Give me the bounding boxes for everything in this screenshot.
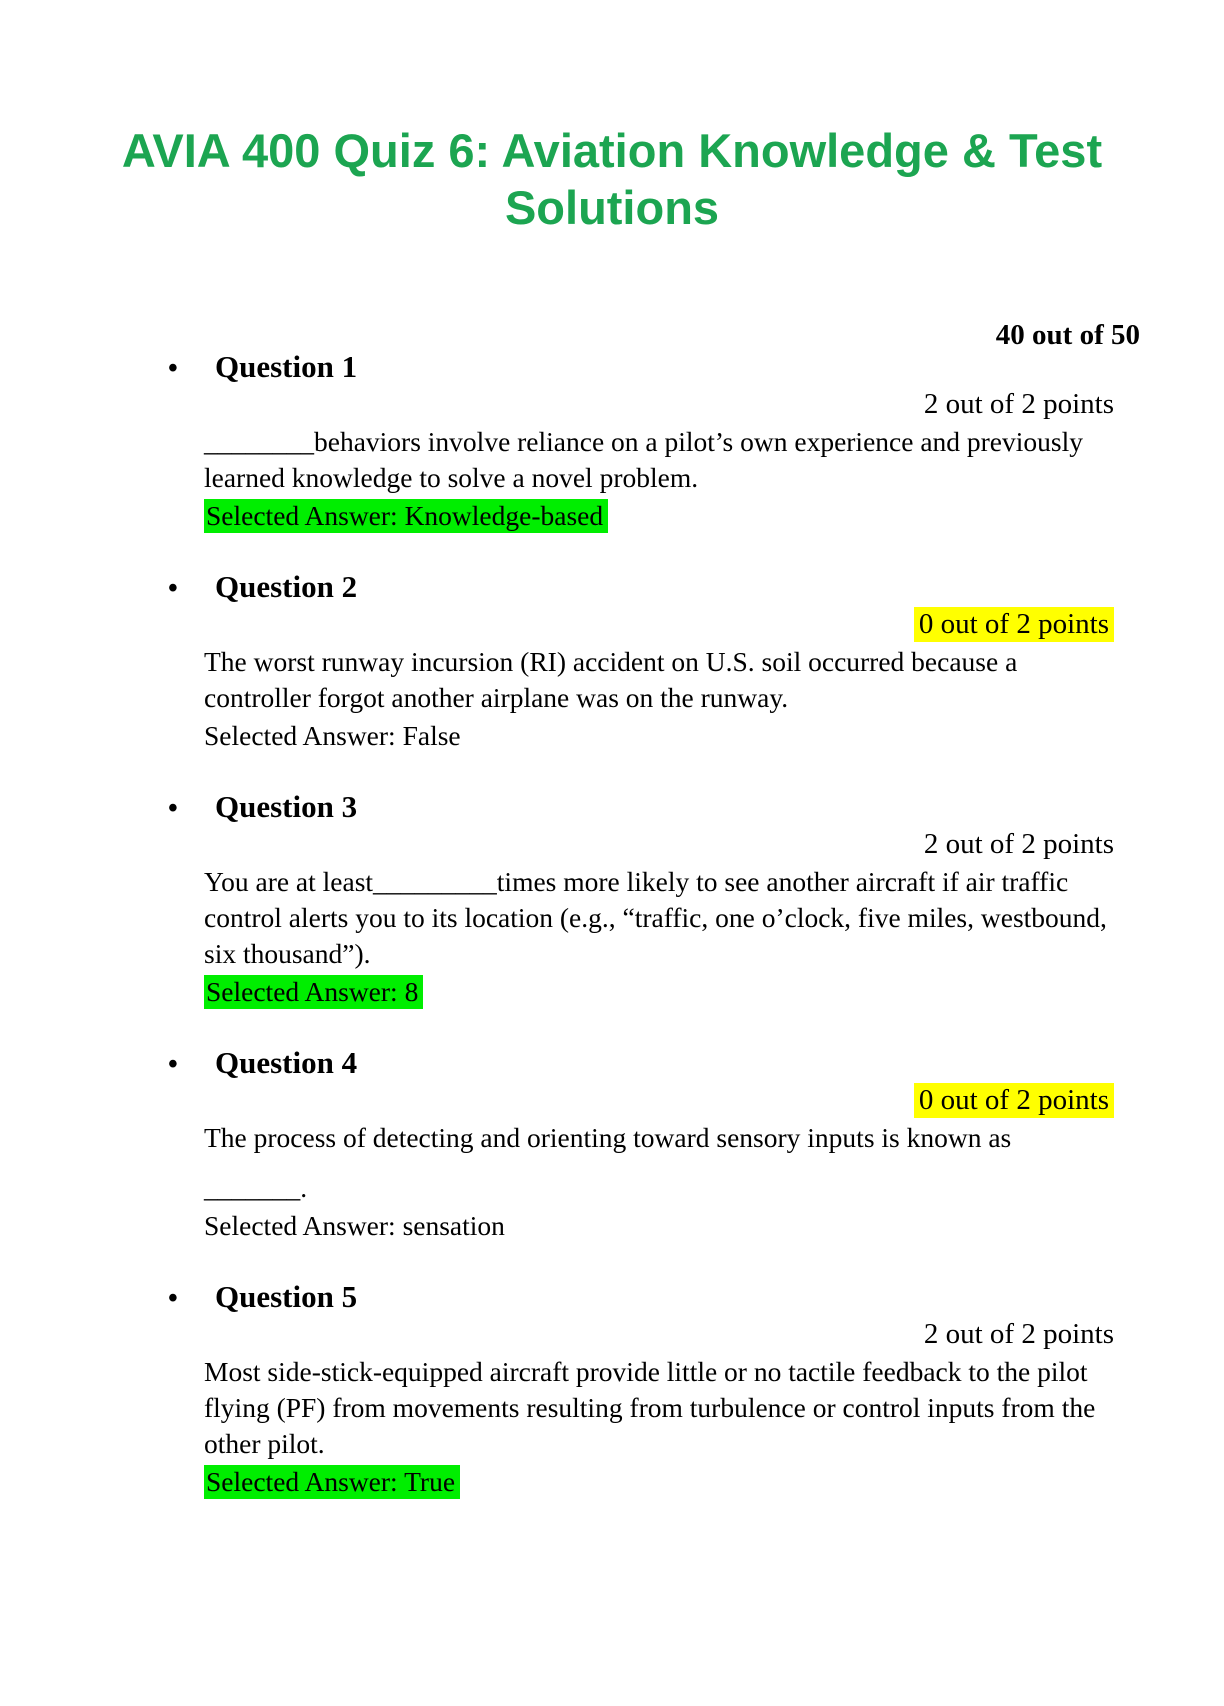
question-1-text: ________behaviors involve reliance on a pilot’s own experience and previously learned knowledge to solve a novel problem. xyxy=(204,426,1083,493)
question-1-points: 2 out of 2 points xyxy=(923,388,1114,420)
page-title-line-1: AVIA 400 Quiz 6: Aviation Knowledge & Test xyxy=(121,124,1103,177)
question-1-selected-answer xyxy=(204,499,608,533)
selected-answer-label: Selected Answer: xyxy=(206,1466,398,1497)
total-score xyxy=(204,320,1140,350)
selected-answer-value: 8 xyxy=(404,976,419,1007)
question-2-label: Question 2 xyxy=(215,569,358,604)
question-4-text: The process of detecting and orienting toward sensory inputs is known as xyxy=(204,1122,1012,1153)
question-2-text: The worst runway incursion (RI) accident on U.S. soil occurred because a controller forgot another airplane was on the runway. xyxy=(204,646,1018,713)
question-5-body xyxy=(204,1354,1114,1462)
bullet-marker: • xyxy=(168,573,178,604)
question-2-section xyxy=(168,570,1118,754)
question-5-heading xyxy=(168,1280,1118,1316)
question-2-points: 0 out of 2 points xyxy=(914,607,1114,642)
question-2-selected-answer xyxy=(204,720,461,751)
quiz-solutions-page xyxy=(0,122,1224,1706)
question-2-selected-answer-row xyxy=(204,718,1114,754)
question-5-selected-answer xyxy=(204,1465,460,1499)
question-4-label: Question 4 xyxy=(215,1045,358,1080)
question-1-label: Question 1 xyxy=(215,349,358,384)
question-3-points-row xyxy=(204,828,1114,861)
question-3-body xyxy=(204,864,1114,972)
question-5-section xyxy=(168,1280,1118,1500)
question-3-label: Question 3 xyxy=(215,789,358,824)
question-4-selected-answer-row xyxy=(204,1208,1114,1244)
question-3-selected-answer xyxy=(204,975,423,1009)
question-1-points-row xyxy=(204,388,1114,421)
question-4-selected-answer xyxy=(204,1210,505,1241)
total-score-text: 40 out of 50 xyxy=(995,319,1140,351)
selected-answer-value: True xyxy=(404,1466,456,1497)
question-3-points: 2 out of 2 points xyxy=(923,828,1114,860)
question-4-points: 0 out of 2 points xyxy=(914,1083,1114,1118)
question-2-body xyxy=(204,644,1114,716)
question-3-section xyxy=(168,790,1118,1010)
question-1-section xyxy=(168,350,1118,534)
selected-answer-label: Selected Answer: xyxy=(206,500,398,531)
question-5-points: 2 out of 2 points xyxy=(923,1318,1114,1350)
question-1-body xyxy=(204,424,1114,496)
question-4-blank-line: _______. xyxy=(204,1172,308,1203)
question-5-label: Question 5 xyxy=(215,1279,358,1314)
question-5-text: Most side-stick-equipped aircraft provide little or no tactile feedback to the pilot flying (PF) from movements resulting from turbulence or control inputs from the other pilot. xyxy=(204,1356,1096,1459)
selected-answer-value: False xyxy=(402,720,461,751)
bullet-marker: • xyxy=(168,353,178,384)
question-3-text: You are at least_________times more likely to see another aircraft if air traffic control alerts you to its location (e.g., “traffic, one o’clock, five miles, westbound, six thousand”). xyxy=(204,866,1107,969)
page-title-line-2: Solutions xyxy=(504,181,720,234)
question-3-heading xyxy=(168,790,1118,826)
selected-answer-label: Selected Answer: xyxy=(204,720,396,751)
selected-answer-value: Knowledge-based xyxy=(404,500,604,531)
question-3-selected-answer-row xyxy=(204,974,1114,1010)
question-4-section xyxy=(168,1046,1118,1244)
bullet-marker: • xyxy=(168,793,178,824)
selected-answer-value: sensation xyxy=(402,1210,505,1241)
selected-answer-label: Selected Answer: xyxy=(206,976,398,1007)
question-1-heading xyxy=(168,350,1118,386)
selected-answer-label: Selected Answer: xyxy=(204,1210,396,1241)
question-4-body xyxy=(204,1120,1114,1206)
bullet-marker: • xyxy=(168,1049,178,1080)
question-5-points-row xyxy=(204,1318,1114,1351)
question-5-selected-answer-row xyxy=(204,1464,1114,1500)
page-title xyxy=(82,122,1142,236)
question-2-heading xyxy=(168,570,1118,606)
question-1-selected-answer-row xyxy=(204,498,1114,534)
question-4-points-row xyxy=(204,1084,1114,1117)
question-2-points-row xyxy=(204,608,1114,641)
question-4-heading xyxy=(168,1046,1118,1082)
bullet-marker: • xyxy=(168,1283,178,1314)
